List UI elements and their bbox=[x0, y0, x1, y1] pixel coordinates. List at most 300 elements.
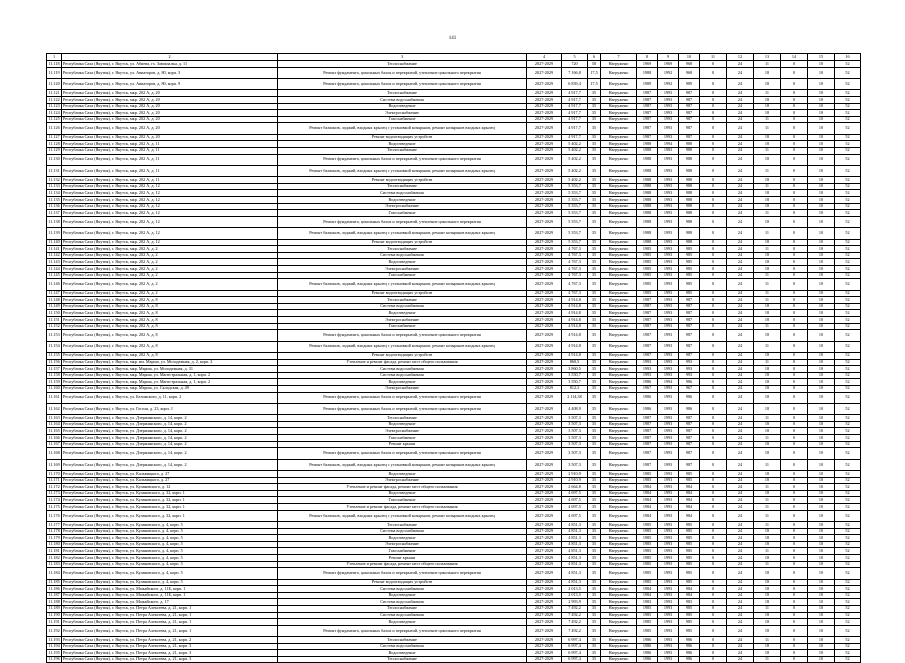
table-cell: Газоснабжение bbox=[278, 272, 527, 279]
table-cell: 3 507,3 bbox=[562, 421, 588, 428]
table-cell: 0 bbox=[781, 392, 808, 403]
table-cell: 988 bbox=[679, 183, 700, 190]
table-cell: 10 bbox=[808, 141, 835, 148]
table-cell: 7 492,2 bbox=[562, 605, 588, 612]
table-cell: 1993 bbox=[658, 352, 679, 359]
table-cell: 6 997,4 bbox=[562, 643, 588, 650]
table-cell: Газоснабжение bbox=[278, 323, 527, 330]
table-cell: Нагружено bbox=[601, 297, 637, 304]
table-cell: 18 bbox=[754, 110, 781, 117]
table-row bbox=[47, 190, 861, 197]
table-cell: 11.118 bbox=[48, 60, 60, 66]
table-cell: 10 bbox=[808, 592, 835, 599]
table-cell: 52 bbox=[835, 177, 861, 184]
table-cell: 1987 bbox=[637, 330, 658, 341]
table-row bbox=[47, 310, 861, 317]
table-cell: Нагружено bbox=[601, 403, 637, 414]
table-cell: 11 bbox=[754, 656, 781, 663]
table-cell: 10 bbox=[808, 67, 835, 78]
table-row bbox=[47, 272, 861, 279]
table-cell: 52 bbox=[835, 246, 861, 253]
table-cell: Газоснабжение bbox=[278, 435, 527, 442]
table-row bbox=[47, 579, 861, 586]
table-cell: 35 bbox=[588, 203, 601, 210]
table-cell: 0 bbox=[700, 310, 727, 317]
table-cell: 2027-2029 bbox=[527, 415, 562, 422]
table-cell: 6 839,4 bbox=[562, 78, 588, 89]
table-cell: 10 bbox=[808, 352, 835, 359]
table-cell: 2027-2029 bbox=[527, 521, 562, 528]
table-cell: 11 bbox=[754, 279, 781, 290]
table-body bbox=[47, 61, 861, 663]
table-cell: 24 bbox=[727, 330, 754, 341]
table-cell: 987 bbox=[679, 123, 700, 134]
table-cell: 24 bbox=[727, 568, 754, 579]
table-cell: Нагружено bbox=[601, 239, 637, 246]
table-cell: Республика Саха (Якутия), г. Якутск, мкр. 202 А, д. 2 bbox=[62, 252, 278, 259]
table-cell: 1993 bbox=[658, 228, 679, 239]
table-cell: Нагружено bbox=[601, 637, 637, 644]
table-cell: 11.164 bbox=[48, 421, 60, 427]
table-row bbox=[47, 619, 861, 626]
table-cell: 52 bbox=[835, 190, 861, 197]
table-cell: 10 bbox=[808, 297, 835, 304]
table-cell: 0 bbox=[700, 477, 727, 484]
table-cell: 1987 bbox=[637, 459, 658, 470]
column-header: 10 bbox=[679, 54, 700, 61]
table-cell: Республика Саха (Якутия), г. Якутск, мкр. Марша, ул. Магистральная, д. 1, корп. 2 bbox=[62, 379, 278, 386]
table-cell: 24 bbox=[727, 252, 754, 259]
table-cell: 2027-2029 bbox=[527, 78, 562, 89]
table-cell: 18 bbox=[754, 239, 781, 246]
table-cell: 11.133 bbox=[48, 183, 60, 189]
table-cell: 18 bbox=[754, 141, 781, 148]
table-cell: 18 bbox=[754, 303, 781, 310]
table-cell: 10 bbox=[808, 625, 835, 636]
table-cell: 1993 bbox=[658, 372, 679, 379]
table-cell: 10 bbox=[808, 490, 835, 497]
table-cell: Нагружено bbox=[601, 352, 637, 359]
table-cell: 10 bbox=[808, 650, 835, 657]
table-cell: 18 bbox=[754, 197, 781, 204]
table-cell: 35 bbox=[588, 497, 601, 504]
table-cell: 18 bbox=[754, 599, 781, 606]
table-cell: 4 851,3 bbox=[562, 541, 588, 548]
table-cell: 0 bbox=[781, 259, 808, 266]
table-cell: 0 bbox=[781, 359, 808, 366]
table-cell: 52 bbox=[835, 330, 861, 341]
table-cell: 52 bbox=[835, 625, 861, 636]
table-cell: Система водоснабжения bbox=[278, 643, 527, 650]
table-cell: Республика Саха (Якутия), г. Якутск, ул. Абиева, гх. Завокзальн. д. 11 bbox=[62, 61, 278, 68]
table-cell: 3 860,5 bbox=[562, 366, 588, 373]
table-cell: 4 914,8 bbox=[562, 323, 588, 330]
table-cell: 24 bbox=[727, 459, 754, 470]
table-row bbox=[47, 359, 861, 366]
table-cell: Система водоснабжения bbox=[278, 372, 527, 379]
table-cell: 24 bbox=[727, 535, 754, 542]
table-cell: 0 bbox=[700, 484, 727, 491]
table-cell: 35 bbox=[588, 441, 601, 448]
table-cell: 1987 bbox=[637, 110, 658, 117]
table-cell: Нагружено bbox=[601, 165, 637, 176]
table-cell: Республика Саха (Якутия), г. Якутск, мкр. 202 А, д. 12 bbox=[62, 216, 278, 227]
table-cell: 11 bbox=[754, 297, 781, 304]
table-cell: 10 bbox=[808, 637, 835, 644]
table-cell: 2027-2029 bbox=[527, 177, 562, 184]
table-cell: 1993 bbox=[658, 504, 679, 511]
table-cell: 35 bbox=[588, 134, 601, 141]
table-cell: Республика Саха (Якутия), г. Якутск, ул. Петра Алексеева, д. 21, корп. 1 bbox=[62, 619, 278, 626]
table-cell: 4 767,3 bbox=[562, 290, 588, 297]
table-cell: Республика Саха (Якутия), г. Якутск, ул. Дзержинского, д. 14, корп. 2 bbox=[62, 415, 278, 422]
table-cell: 35 bbox=[588, 147, 601, 154]
table-cell: 0 bbox=[781, 561, 808, 568]
table-cell: Республика Саха (Якутия), г. Якутск, ул. Кулаковского, д. 4, корп. 5 bbox=[62, 561, 278, 568]
table-cell: 988 bbox=[679, 177, 700, 184]
table-cell: 11.150 bbox=[48, 309, 60, 315]
table-cell: 985 bbox=[679, 521, 700, 528]
table-cell: 0 bbox=[700, 605, 727, 612]
table-cell: 24 bbox=[727, 103, 754, 110]
table-cell: 35 bbox=[588, 528, 601, 535]
table-cell: Нагружено bbox=[601, 228, 637, 239]
table-cell: 24 bbox=[727, 352, 754, 359]
column-header: 11 bbox=[700, 54, 727, 61]
table-cell: Утепление и ремонт фасада, ремонт мест общего пользования bbox=[278, 359, 527, 366]
table-cell: 52 bbox=[835, 61, 861, 68]
table-cell: 987 bbox=[679, 310, 700, 317]
table-cell: 35 bbox=[588, 272, 601, 279]
table-cell: 52 bbox=[835, 310, 861, 317]
table-cell: 1967 bbox=[637, 385, 658, 392]
table-cell: 11.157 bbox=[48, 365, 60, 371]
table-cell: 10 bbox=[808, 392, 835, 403]
table-cell: Республика Саха (Якутия), г. Якутск, ул. Петра Алексеева, д. 21, корп. 3 bbox=[62, 656, 278, 663]
table-cell: 2027-2029 bbox=[527, 190, 562, 197]
table-cell: Республика Саха (Якутия), г. Якутск, мкр. 202 А, д. 8 bbox=[62, 330, 278, 341]
table-cell: Нагружено bbox=[601, 535, 637, 542]
table-cell: 10 bbox=[808, 579, 835, 586]
table-cell: 11 bbox=[754, 510, 781, 521]
table-cell: 1985 bbox=[637, 279, 658, 290]
table-cell: 1993 bbox=[658, 554, 679, 561]
table-cell: 984 bbox=[679, 510, 700, 521]
table-cell: 35 bbox=[588, 541, 601, 548]
table-cell: 10 bbox=[808, 197, 835, 204]
table-cell: 24 bbox=[727, 259, 754, 266]
table-cell: 1993 bbox=[658, 116, 679, 123]
table-cell: Нагружено bbox=[601, 428, 637, 435]
table-cell: 2027-2029 bbox=[527, 303, 562, 310]
table-cell: Республика Саха (Якутия), г. Якутск, мкр. 202 А, д. 11 bbox=[62, 154, 278, 165]
table-cell: 983 bbox=[679, 599, 700, 606]
table-cell: 52 bbox=[835, 435, 861, 442]
table-cell: 24 bbox=[727, 477, 754, 484]
table-cell: Нагружено bbox=[601, 272, 637, 279]
table-cell: 0 bbox=[700, 323, 727, 330]
table-cell: Республика Саха (Якутия), г. Якутск, ул. Кулаковского, д. 4, корп. 5 bbox=[62, 535, 278, 542]
table-cell: 989 bbox=[679, 78, 700, 89]
table-cell: 11 bbox=[754, 228, 781, 239]
table-cell: 18 bbox=[754, 428, 781, 435]
table-cell: 4 408,9 bbox=[562, 403, 588, 414]
table-cell: 2027-2029 bbox=[527, 239, 562, 246]
table-cell: 18 bbox=[754, 471, 781, 478]
table-cell: 24 bbox=[727, 497, 754, 504]
table-cell: 11.189 bbox=[48, 605, 60, 611]
table-cell: 1993 bbox=[658, 421, 679, 428]
table-cell: 2027-2029 bbox=[527, 392, 562, 403]
table-cell: 0 bbox=[781, 110, 808, 117]
table-cell: 1984 bbox=[637, 484, 658, 491]
table-cell: 0 bbox=[700, 303, 727, 310]
table-cell: 4 851,3 bbox=[562, 521, 588, 528]
table-cell: 24 bbox=[727, 279, 754, 290]
table-cell: 24 bbox=[727, 650, 754, 657]
table-cell: 11.174 bbox=[48, 496, 60, 502]
table-cell: Нагружено bbox=[601, 197, 637, 204]
table-cell: 7 166,8 bbox=[562, 67, 588, 78]
table-cell: 2027-2029 bbox=[527, 428, 562, 435]
table-cell: 52 bbox=[835, 459, 861, 470]
table-cell: 35 bbox=[588, 421, 601, 428]
table-cell: 2027-2029 bbox=[527, 448, 562, 459]
table-cell: Нагружено bbox=[601, 490, 637, 497]
table-cell: 52 bbox=[835, 656, 861, 663]
table-cell: 24 bbox=[727, 90, 754, 97]
table-cell: 52 bbox=[835, 586, 861, 593]
table-cell: 11.173 bbox=[48, 490, 60, 496]
table-cell: 987 bbox=[679, 316, 700, 323]
table-cell: 18 bbox=[754, 448, 781, 459]
table-cell: 1993 bbox=[658, 415, 679, 422]
table-cell: 24 bbox=[727, 216, 754, 227]
table-cell: Нагружено bbox=[601, 103, 637, 110]
table-cell: 1993 bbox=[658, 183, 679, 190]
table-cell: 35 bbox=[588, 504, 601, 511]
table-cell: 987 bbox=[679, 303, 700, 310]
table-cell: 52 bbox=[835, 561, 861, 568]
table-cell: Республика Саха (Якутия), г. Якутск, мкр. им. Марша, ул. Молодежная, д. 2, корп. 2 bbox=[62, 359, 278, 366]
table-cell: Нагружено bbox=[601, 246, 637, 253]
table-cell: 1993 bbox=[658, 650, 679, 657]
table-cell: 1987 bbox=[637, 303, 658, 310]
table-cell: 3 507,3 bbox=[562, 441, 588, 448]
table-cell: 10 bbox=[808, 303, 835, 310]
table-cell: 2027-2029 bbox=[527, 605, 562, 612]
table-cell: Нагружено bbox=[601, 612, 637, 619]
table-cell: 4 851,3 bbox=[562, 548, 588, 555]
table-cell: 1993 bbox=[658, 203, 679, 210]
table-cell: 1969 bbox=[658, 61, 679, 68]
table-cell: Водоотведение bbox=[278, 471, 527, 478]
table-cell: 985 bbox=[679, 625, 700, 636]
table-cell: 11.167 bbox=[48, 441, 60, 447]
table-cell: 24 bbox=[727, 586, 754, 593]
table-cell: 0 bbox=[700, 96, 727, 103]
table-cell: 52 bbox=[835, 154, 861, 165]
table-cell: 11 bbox=[754, 605, 781, 612]
table-cell: 1993 bbox=[658, 403, 679, 414]
table-cell: Нагружено bbox=[601, 359, 637, 366]
table-cell: 1985 bbox=[637, 259, 658, 266]
table-cell: 1993 bbox=[658, 110, 679, 117]
table-cell: Нагружено bbox=[601, 385, 637, 392]
table-cell: 1993 bbox=[658, 497, 679, 504]
table-cell: 35 bbox=[588, 448, 601, 459]
table-cell: 35 bbox=[588, 392, 601, 403]
table-cell: 52 bbox=[835, 392, 861, 403]
table-cell: 3 507,3 bbox=[562, 459, 588, 470]
table-row bbox=[47, 535, 861, 542]
table-cell: 1985 bbox=[637, 579, 658, 586]
table-cell: 18 bbox=[754, 252, 781, 259]
table-cell: Водоотведение bbox=[278, 141, 527, 148]
table-cell: Водоотведение bbox=[278, 421, 527, 428]
table-row bbox=[47, 123, 861, 134]
table-cell: 35 bbox=[588, 484, 601, 491]
table-cell: 11.187 bbox=[48, 592, 60, 598]
table-cell: 18 bbox=[754, 441, 781, 448]
table-cell: Нагружено bbox=[601, 579, 637, 586]
table-cell: 0 bbox=[781, 216, 808, 227]
table-cell: 0 bbox=[700, 448, 727, 459]
table-cell: Нагружено bbox=[601, 625, 637, 636]
table-cell: 11.126 bbox=[47, 123, 62, 134]
table-cell: 18 bbox=[754, 650, 781, 657]
table-cell: Нагружено bbox=[601, 316, 637, 323]
table-cell: 987 bbox=[679, 110, 700, 117]
table-cell: 4 914,8 bbox=[562, 303, 588, 310]
table-cell: 5 353,7 bbox=[562, 210, 588, 217]
table-cell: 52 bbox=[835, 379, 861, 386]
table-row bbox=[47, 421, 861, 428]
table-cell: 986 bbox=[679, 637, 700, 644]
table-cell: Республика Саха (Якутия), г. Якутск, ул. Дзержинского, д. 14, корп. 2 bbox=[62, 459, 278, 470]
table-cell: 11.131 bbox=[47, 165, 62, 176]
table-cell: 52 bbox=[835, 548, 861, 555]
table-cell: 4 851,3 bbox=[562, 535, 588, 542]
table-row bbox=[47, 625, 861, 636]
table-cell: 2 910,9 bbox=[562, 477, 588, 484]
table-cell: 2027-2029 bbox=[527, 246, 562, 253]
table-cell: 35 bbox=[588, 490, 601, 497]
table-cell: 1993 bbox=[658, 484, 679, 491]
table-cell: 1987 bbox=[637, 441, 658, 448]
table-cell: Электроснабжение bbox=[278, 428, 527, 435]
table-cell: 52 bbox=[835, 116, 861, 123]
table-cell: Нагружено bbox=[601, 134, 637, 141]
table-cell: 987 bbox=[679, 341, 700, 352]
table-cell: Нагружено bbox=[601, 116, 637, 123]
table-cell: Республика Саха (Якутия), г. Якутск, ул. Петра Алексеева, д. 21, корп. 1 bbox=[62, 612, 278, 619]
table-row bbox=[47, 279, 861, 290]
table-cell: 0 bbox=[781, 310, 808, 317]
table-cell: 1987 bbox=[637, 297, 658, 304]
table-cell: 0 bbox=[700, 619, 727, 626]
table-cell: 52 bbox=[835, 290, 861, 297]
table-cell: Теплоснабжение bbox=[278, 521, 527, 528]
table-cell: Электроснабжение bbox=[278, 203, 527, 210]
table-cell: 2027-2029 bbox=[527, 272, 562, 279]
table-cell: 18 bbox=[754, 477, 781, 484]
table-cell: 24 bbox=[727, 421, 754, 428]
table-cell: 4 914,8 bbox=[562, 297, 588, 304]
table-cell: 24 bbox=[727, 239, 754, 246]
table-cell: Утепление и ремонт фасада, ремонт мест общего пользования bbox=[278, 484, 527, 491]
table-cell: 35 bbox=[588, 415, 601, 422]
table-cell: Республика Саха (Якутия), г. Якутск, мкр. 202 А, д. 2 bbox=[62, 290, 278, 297]
table-cell: 18 bbox=[754, 330, 781, 341]
table-cell: 35 bbox=[588, 297, 601, 304]
table-cell: 0 bbox=[700, 392, 727, 403]
table-cell: Республика Саха (Якутия), г. Якутск, ул. Гоголя, д. 23, корп. 1 bbox=[62, 403, 278, 414]
table-cell: 0 bbox=[781, 428, 808, 435]
table-cell: 11.169 bbox=[47, 459, 62, 470]
table-cell: 52 bbox=[835, 554, 861, 561]
table-cell: Нагружено bbox=[601, 435, 637, 442]
table-cell: 11.146 bbox=[47, 279, 62, 290]
table-cell: Электроснабжение bbox=[278, 477, 527, 484]
table-cell: Республика Саха (Якутия), г. Якутск, мкр. 202 А, д. 20 bbox=[62, 96, 278, 103]
table-cell: 0 bbox=[781, 605, 808, 612]
table-cell: 2027-2029 bbox=[527, 510, 562, 521]
table-cell: 1993 bbox=[658, 266, 679, 273]
table-cell: 2027-2029 bbox=[527, 252, 562, 259]
table-cell: 0 bbox=[781, 612, 808, 619]
table-cell: 11 bbox=[754, 61, 781, 68]
table-cell: 0 bbox=[700, 528, 727, 535]
table-cell: 985 bbox=[679, 259, 700, 266]
table-cell: 0 bbox=[781, 252, 808, 259]
table-cell: 11.132 bbox=[48, 176, 60, 182]
table-cell: 35 bbox=[588, 228, 601, 239]
table-cell: Нагружено bbox=[601, 366, 637, 373]
table-cell: 986 bbox=[679, 650, 700, 657]
table-cell: 17,5 bbox=[588, 67, 601, 78]
table-cell: 5 402,2 bbox=[562, 154, 588, 165]
table-cell: 1987 bbox=[637, 341, 658, 352]
table-cell: 1986 bbox=[637, 656, 658, 663]
table-cell: 2027-2029 bbox=[527, 123, 562, 134]
table-cell: 4 917,7 bbox=[562, 90, 588, 97]
table-cell: 7 492,2 bbox=[562, 625, 588, 636]
table-cell: 52 bbox=[835, 650, 861, 657]
table-cell: 11 bbox=[754, 459, 781, 470]
table-cell: 0 bbox=[700, 435, 727, 442]
table-row bbox=[47, 96, 861, 103]
table-cell: 3 507,3 bbox=[562, 428, 588, 435]
table-cell: 0 bbox=[781, 177, 808, 184]
table-cell: 0 bbox=[781, 599, 808, 606]
table-cell: 0 bbox=[781, 372, 808, 379]
table-cell: 18 bbox=[754, 392, 781, 403]
table-cell: 1983 bbox=[637, 599, 658, 606]
table-cell: 24 bbox=[727, 272, 754, 279]
table-cell: 985 bbox=[679, 554, 700, 561]
table-cell: 11.151 bbox=[48, 316, 60, 322]
table-cell: 1983 bbox=[658, 147, 679, 154]
table-cell: 0 bbox=[781, 197, 808, 204]
table-cell: 24 bbox=[727, 605, 754, 612]
table-cell: 2 664,8 bbox=[562, 484, 588, 491]
table-cell: 1985 bbox=[637, 548, 658, 555]
table-cell: 987 bbox=[679, 421, 700, 428]
table-cell: 35 bbox=[588, 385, 601, 392]
table-cell: 1986 bbox=[637, 403, 658, 414]
table-cell: 0 bbox=[700, 190, 727, 197]
